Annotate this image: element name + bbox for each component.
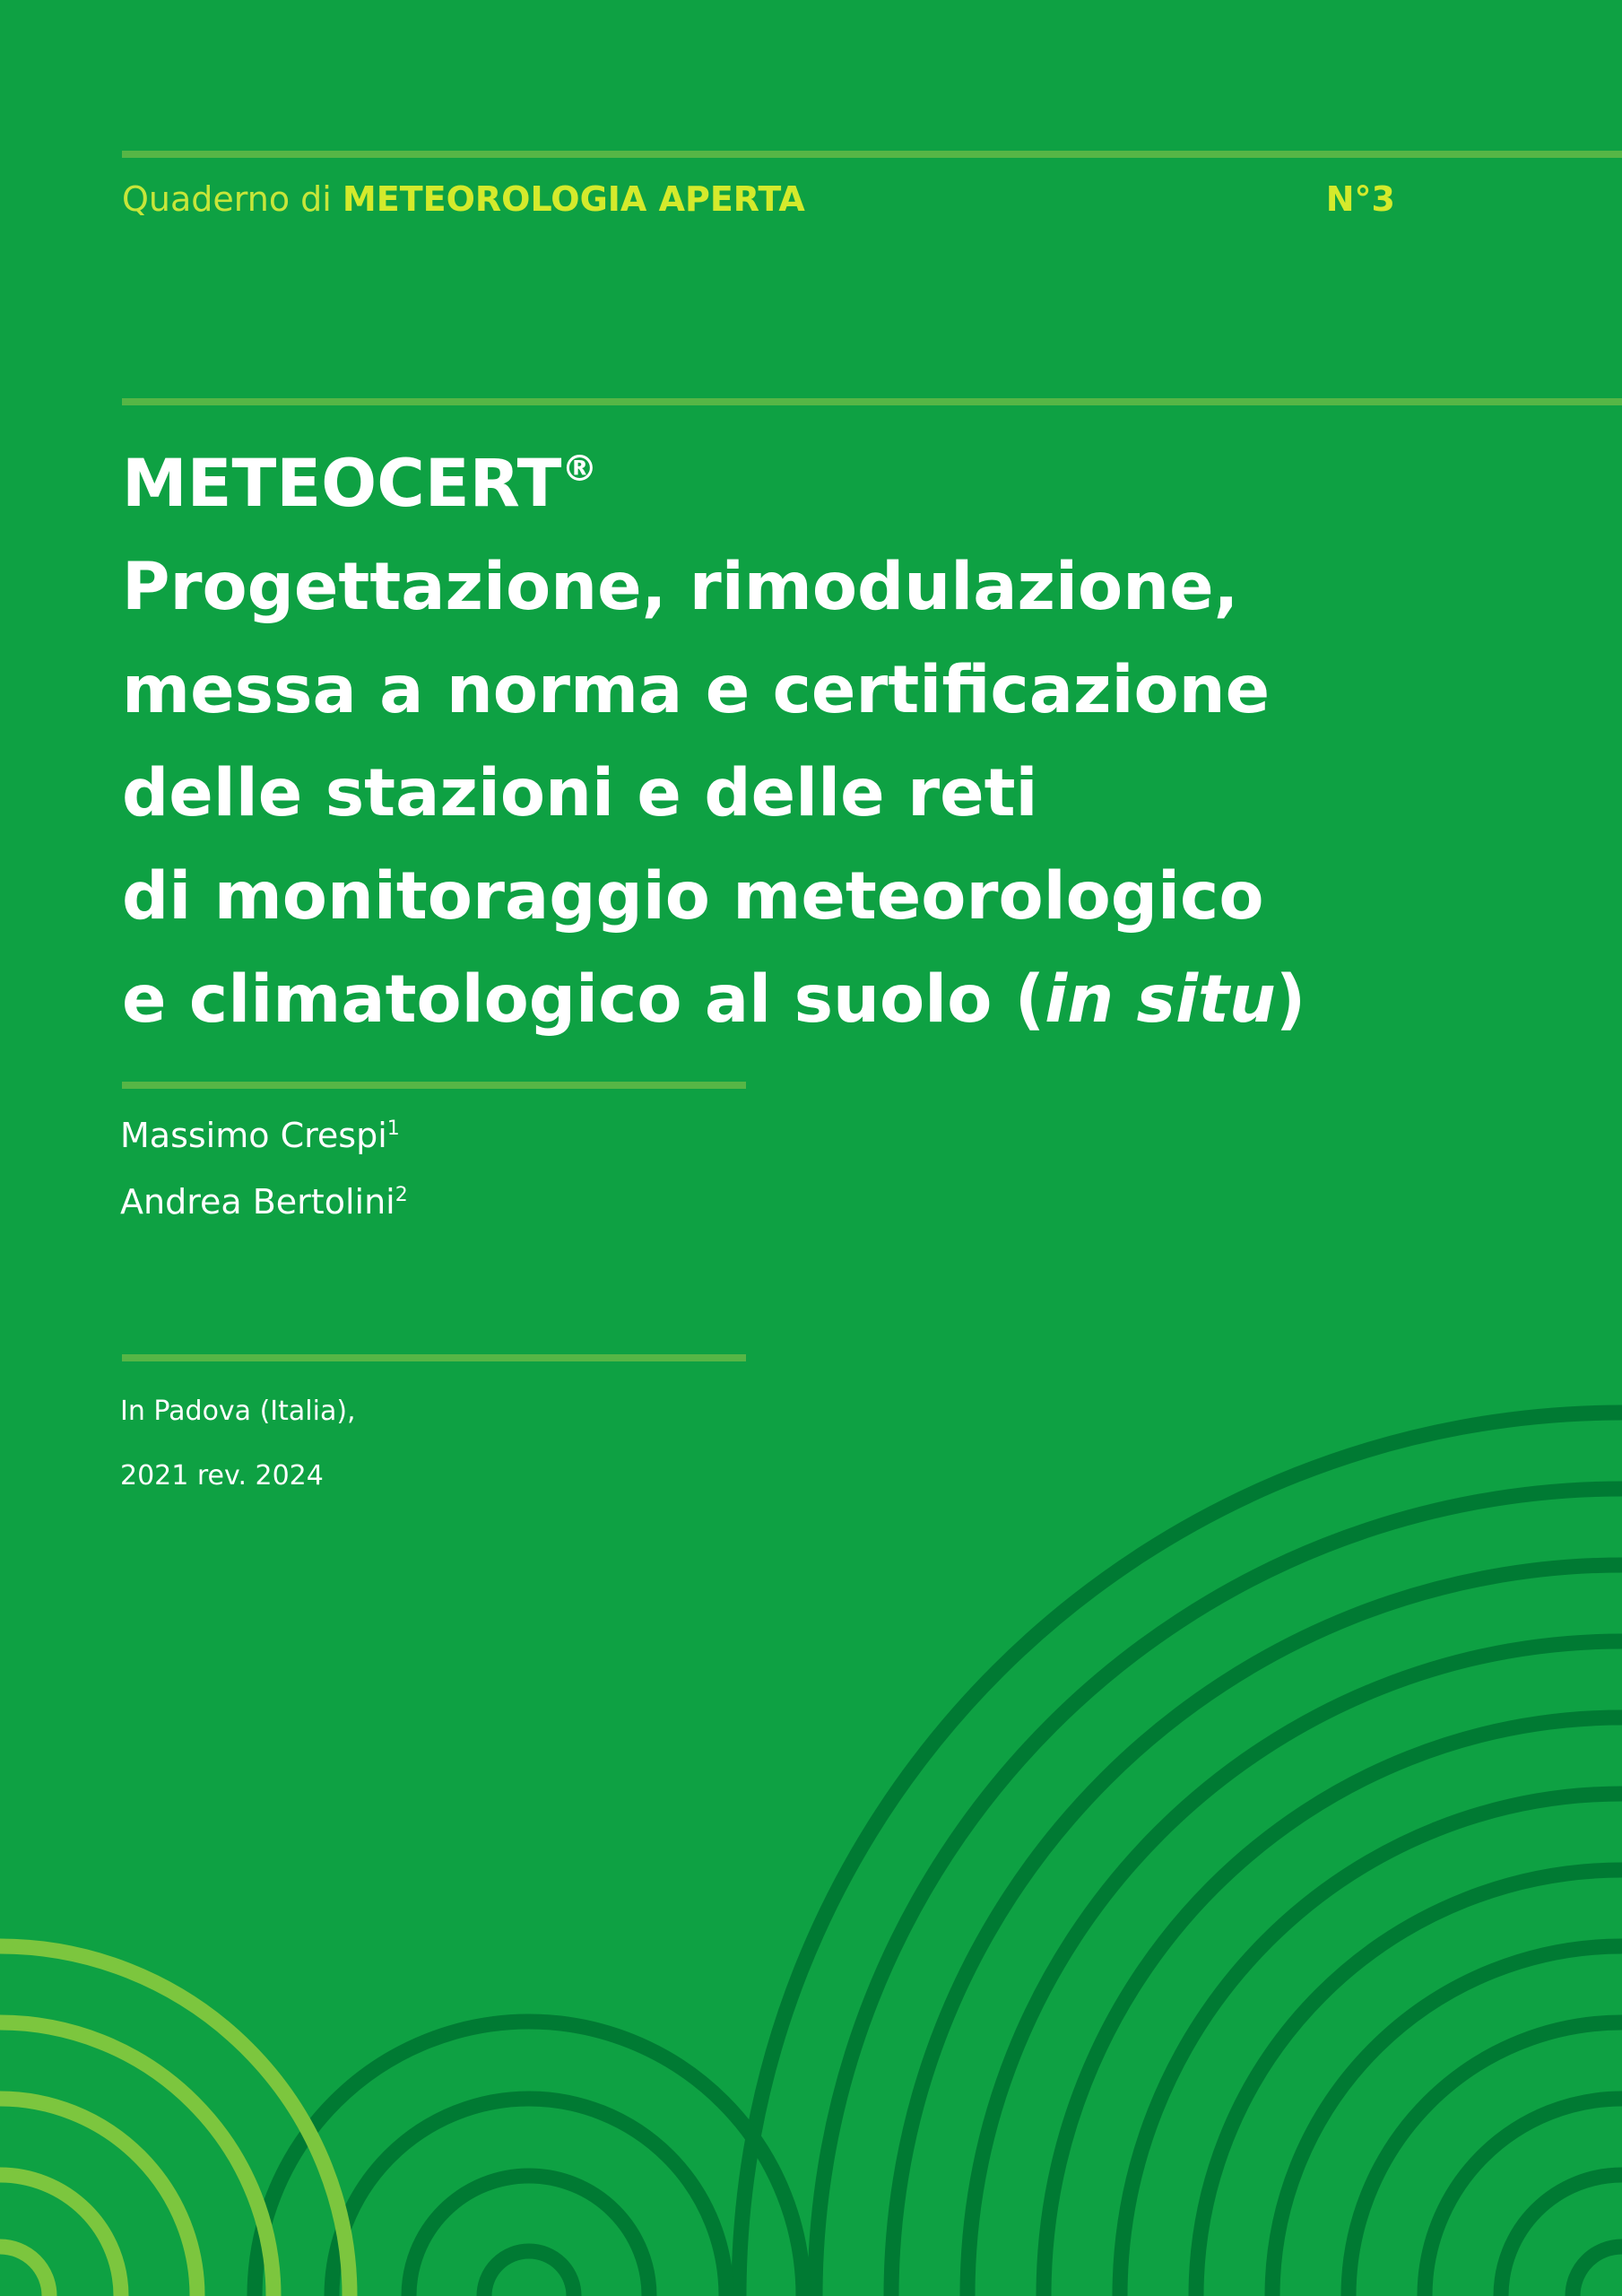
title-line-4: delle stazioni e delle reti bbox=[122, 755, 1038, 831]
author-name: Andrea Bertolini bbox=[120, 1182, 395, 1222]
title-line-2: Progettazione, rimodulazione, bbox=[122, 549, 1239, 625]
top-rule bbox=[122, 151, 1622, 158]
authors-rule bbox=[122, 1082, 746, 1089]
author-2 bbox=[120, 1182, 408, 1222]
registered-mark: ® bbox=[561, 448, 598, 490]
series-prefix: Quaderno di bbox=[122, 179, 332, 219]
document-title bbox=[122, 432, 1449, 1051]
author-note: 1 bbox=[386, 1118, 400, 1140]
author-1 bbox=[120, 1116, 400, 1155]
series-title bbox=[122, 179, 1395, 219]
place-rule bbox=[122, 1354, 746, 1361]
author-name: Massimo Crespi bbox=[120, 1116, 387, 1155]
title-line-3: messa a norma e certificazione bbox=[122, 652, 1271, 728]
title-line-1: METEOCERT® bbox=[122, 446, 598, 522]
place-city: In Padova (Italia), bbox=[120, 1396, 356, 1427]
title-rule bbox=[122, 398, 1622, 405]
place-date: 2021 rev. 2024 bbox=[120, 1460, 324, 1492]
title-line-5: di monitoraggio meteorologico bbox=[122, 858, 1264, 935]
author-note: 2 bbox=[395, 1184, 408, 1206]
series-name: METEOROLOGIA APERTA bbox=[342, 179, 805, 219]
issue-number: N°3 bbox=[1325, 179, 1395, 219]
title-line-6: e climatologico al suolo (in situ) bbox=[122, 961, 1306, 1038]
